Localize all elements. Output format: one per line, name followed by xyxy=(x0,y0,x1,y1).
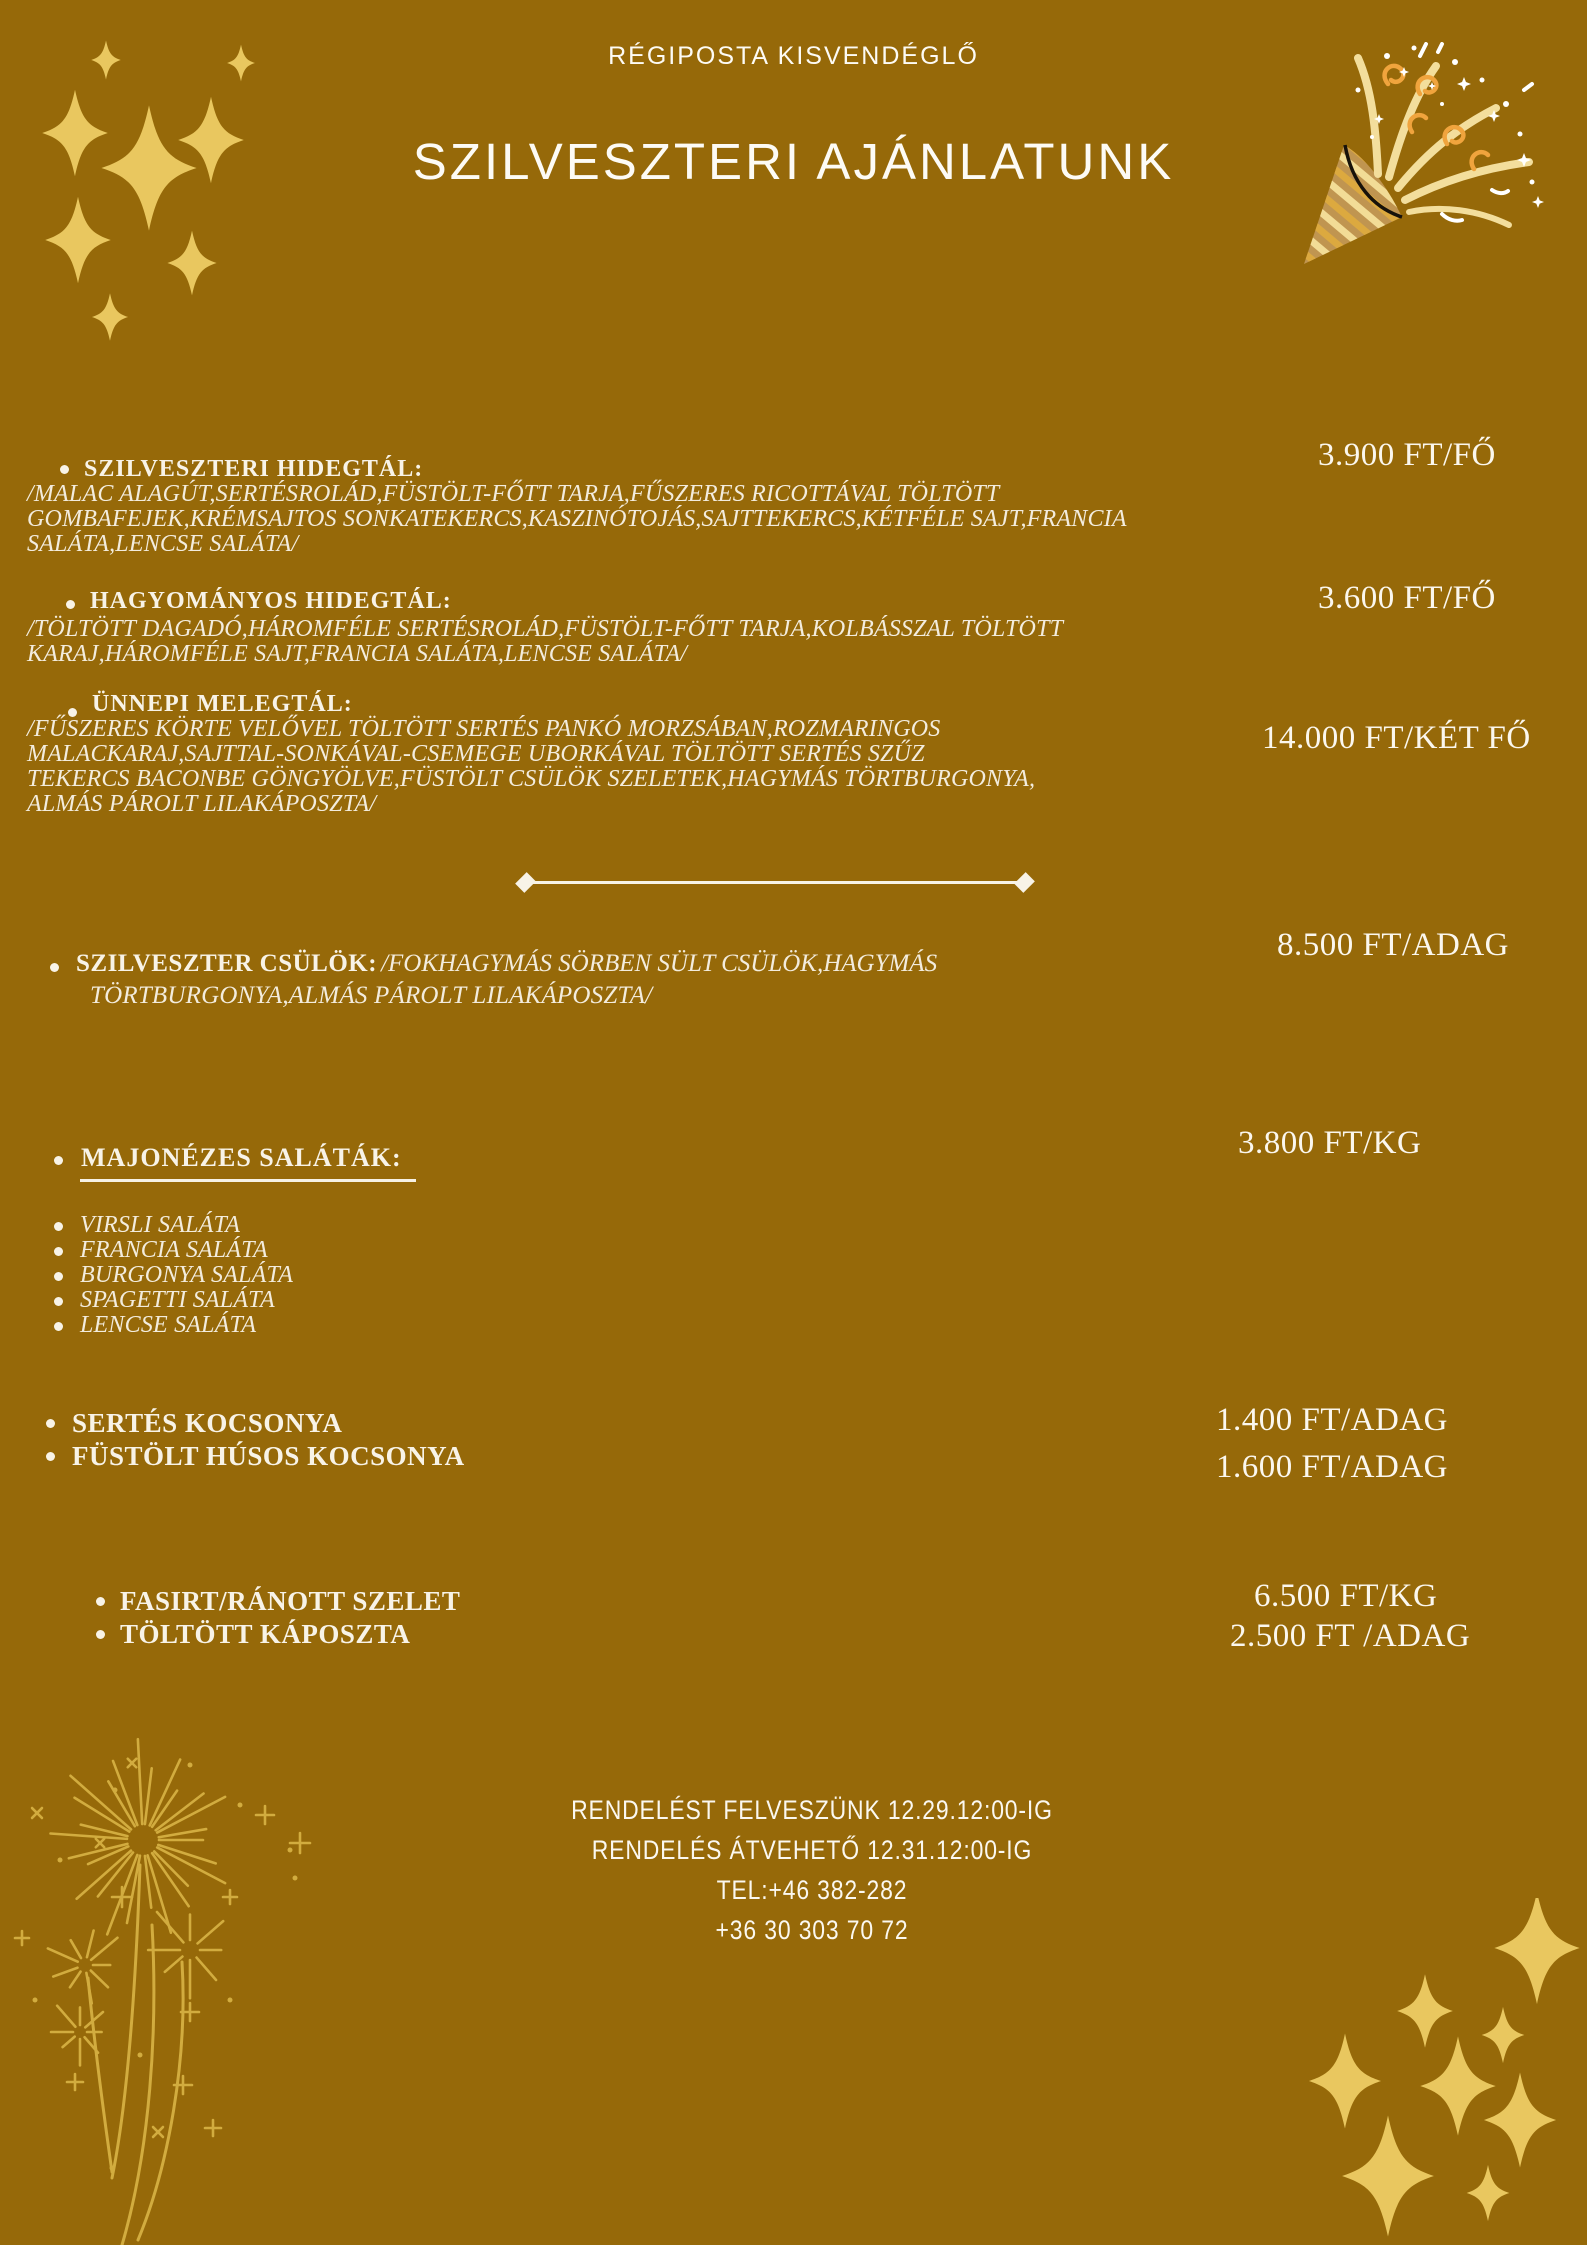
bullet-icon xyxy=(54,1322,63,1331)
section-description-line: GOMBAFEJEK,KRÉMSAJTOS SONKATEKERCS,KASZINÓTOJÁS,SAJTTEKERCS,KÉTFÉLE SAJT,FRANCIA xyxy=(27,506,1127,532)
salad-item: FRANCIA SALÁTA xyxy=(80,1237,268,1263)
salad-item: LENCSE SALÁTA xyxy=(80,1312,257,1338)
section-title-hagyomanyos-hidegtal: HAGYOMÁNYOS HIDEGTÁL: xyxy=(90,588,452,614)
price-hagyomanyos-hidegtal: 3.600 FT/FŐ xyxy=(1318,580,1496,616)
page-title: SZILVESZTERI AJÁNLATUNK xyxy=(412,133,1175,190)
section-description-line: ALMÁS PÁROLT LILAKÁPOSZTA/ xyxy=(27,791,377,817)
section-description-line: /MALAC ALAGÚT,SERTÉSROLÁD,FÜSTÖLT-FŐTT TARJA,FŰSZERES RICOTTÁVAL TÖLTÖTT xyxy=(27,481,1000,507)
bullet-icon xyxy=(60,465,69,474)
section-title-unnepi-melegtal: ÜNNEPI MELEGTÁL: xyxy=(92,691,353,717)
price-unnepi-melegtal: 14.000 FT/KÉT FŐ xyxy=(1262,720,1531,756)
price-szilveszteri-hidegtal: 3.900 FT/FŐ xyxy=(1318,437,1496,473)
csulok-line1 xyxy=(76,950,937,978)
price-fasirt-ranott-szelet: 6.500 FT/KG xyxy=(1254,1578,1438,1614)
csulok-description-part1: /FOKHAGYMÁS SÖRBEN SÜLT CSÜLÖK,HAGYMÁS xyxy=(381,950,938,977)
footer-pickup-info: RENDELÉS ÁTVEHETŐ 12.31.12:00-IG xyxy=(591,1835,1033,1865)
sparkles-icon xyxy=(20,28,320,363)
sparkles-icon xyxy=(1300,1898,1587,2245)
section-description-line: MALACKARAJ,SAJTTAL-SONKÁVAL-CSEMEGE UBORKÁVAL TÖLTÖTT SERTÉS SZŰZ xyxy=(27,741,925,767)
section-title-szilveszteri-hidegtal: SZILVESZTERI HIDEGTÁL: xyxy=(84,456,424,482)
bullet-icon xyxy=(96,1597,105,1606)
bullet-icon xyxy=(50,963,59,972)
bullet-icon xyxy=(46,1452,55,1461)
fireworks-icon xyxy=(0,1700,350,2245)
section-description-line: TEKERCS BACONBE GÖNGYÖLVE,FÜSTÖLT CSÜLÖK SZELETEK,HAGYMÁS TÖRTBURGONYA, xyxy=(27,766,1036,792)
item-fustolt-husos-kocsonya: FÜSTÖLT HÚSOS KOCSONYA xyxy=(72,1441,465,1471)
item-fasirt-ranott-szelet: FASIRT/RÁNOTT SZELET xyxy=(120,1586,461,1616)
salad-item: BURGONYA SALÁTA xyxy=(80,1262,294,1288)
section-description-line: KARAJ,HÁROMFÉLE SAJT,FRANCIA SALÁTA,LENCSE SALÁTA/ xyxy=(27,641,688,667)
bullet-icon xyxy=(54,1272,63,1281)
price-majonezes-salatak: 3.800 FT/KG xyxy=(1238,1125,1422,1161)
bullet-icon xyxy=(46,1419,55,1428)
salad-item: SPAGETTI SALÁTA xyxy=(80,1287,275,1313)
bullet-icon xyxy=(54,1247,63,1256)
divider xyxy=(525,881,1025,884)
price-sertes-kocsonya: 1.400 FT/ADAG xyxy=(1216,1402,1449,1438)
salad-item: VIRSLI SALÁTA xyxy=(80,1212,241,1238)
footer-phone-1: TEL:+46 382-282 xyxy=(716,1875,908,1905)
footer xyxy=(0,1790,1587,1950)
bullet-icon xyxy=(66,600,75,609)
footer-order-deadline: RENDELÉST FELVESZÜNK 12.29.12:00-IG xyxy=(571,1795,1053,1825)
item-sertes-kocsonya: SERTÉS KOCSONYA xyxy=(72,1408,343,1438)
price-toltott-kaposzta: 2.500 FT /ADAG xyxy=(1230,1618,1471,1654)
section-title-majonezes-salatak: MAJONÉZES SALÁTÁK: xyxy=(80,1143,416,1182)
bullet-icon xyxy=(96,1630,105,1639)
bullet-icon xyxy=(54,1156,63,1165)
price-szilveszter-csulok: 8.500 FT/ADAG xyxy=(1277,927,1510,963)
item-toltott-kaposzta: TÖLTÖTT KÁPOSZTA xyxy=(120,1619,411,1649)
bullet-icon xyxy=(54,1297,63,1306)
section-description-line: SALÁTA,LENCSE SALÁTA/ xyxy=(27,531,299,557)
section-description-line: /TÖLTÖTT DAGADÓ,HÁROMFÉLE SERTÉSROLÁD,FÜSTÖLT-FŐTT TARJA,KOLBÁSSZAL TÖLTÖTT xyxy=(27,616,1064,642)
bullet-icon xyxy=(54,1222,63,1231)
csulok-description-part2: TÖRTBURGONYA,ALMÁS PÁROLT LILAKÁPOSZTA/ xyxy=(90,982,653,1009)
restaurant-name: RÉGIPOSTA KISVENDÉGLŐ xyxy=(608,42,979,70)
price-fustolt-husos-kocsonya: 1.600 FT/ADAG xyxy=(1216,1449,1449,1485)
csulok-name: SZILVESZTER CSÜLÖK: xyxy=(76,950,378,977)
footer-phone-2: +36 30 303 70 72 xyxy=(715,1915,909,1945)
section-description-line: /FŰSZERES KÖRTE VELŐVEL TÖLTÖTT SERTÉS PANKÓ MORZSÁBAN,ROZMARINGOS xyxy=(27,716,941,742)
